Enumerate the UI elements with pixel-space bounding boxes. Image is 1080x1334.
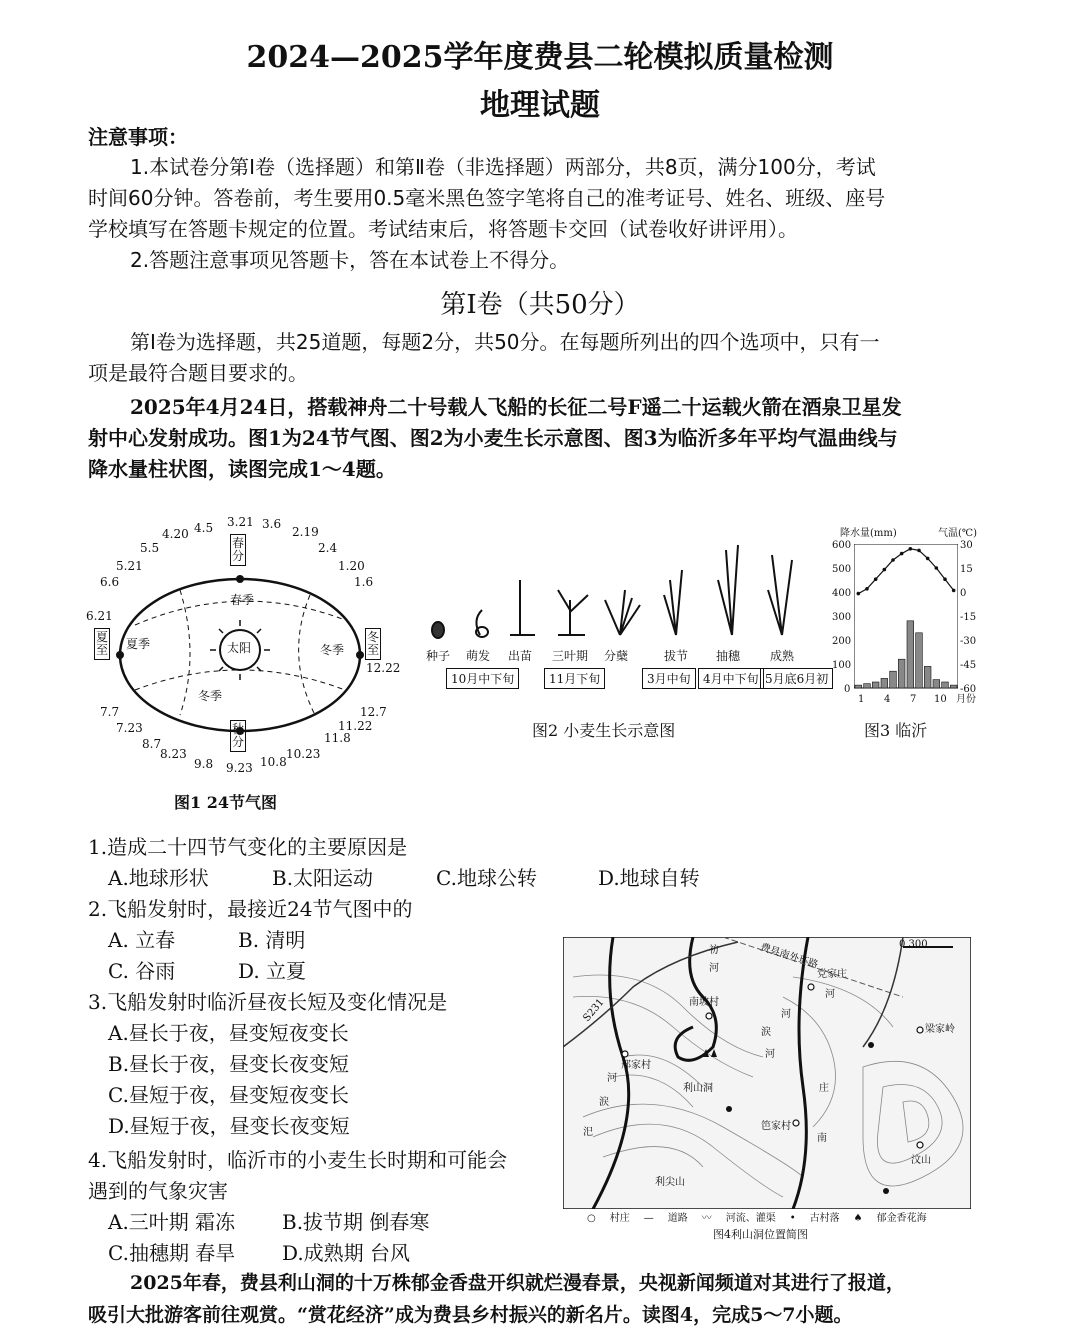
right-tick: -15	[960, 612, 977, 623]
term-name-boxed: 夏至	[94, 628, 110, 660]
term-date: 4.5	[194, 521, 214, 535]
q1-option-b: B.太阳运动	[272, 866, 374, 890]
river-char: 河	[709, 963, 719, 974]
map-legend	[587, 1213, 927, 1224]
right-tick: 0	[960, 588, 967, 599]
precip-bar	[855, 685, 862, 688]
legend-tulip: 郁金香花海	[876, 1213, 927, 1224]
term-date: 2.4	[318, 541, 338, 555]
stage-label: 分蘖	[604, 649, 629, 663]
precip-bar	[916, 633, 923, 688]
notice-heading: 注意事项：	[88, 125, 188, 149]
term-date: 7.7	[100, 705, 120, 719]
question-2: 2.飞船发射时，最接近24节气图中的	[88, 897, 413, 921]
q2-option-b: B. 清明	[238, 928, 306, 952]
q4-option-a: A.三叶期 霜冻	[108, 1210, 236, 1234]
term-date: 1.20	[338, 559, 365, 573]
stage-label: 萌发	[466, 649, 491, 663]
river-char: 河	[781, 1009, 791, 1020]
question-1: 1.造成二十四节气变化的主要原因是	[88, 835, 408, 859]
term-date: 6.6	[100, 575, 120, 589]
place-label: 南坡村	[689, 997, 719, 1008]
stage-label: 出苗	[508, 649, 533, 663]
x-tick: 4	[884, 694, 891, 705]
orbit-dot-summer	[116, 651, 124, 659]
legend-river-icon: 〰	[701, 1213, 712, 1224]
term-name-boxed: 秋分	[230, 720, 246, 752]
season-autumn: 冬季	[198, 689, 223, 703]
stage-label: 抽穗	[716, 649, 741, 663]
q4-option-b: B.拔节期 倒春寒	[282, 1210, 430, 1234]
left-tick: 600	[832, 540, 852, 551]
figure-3-climate-chart	[830, 528, 1000, 748]
q1-option-c: C.地球公转	[436, 866, 537, 890]
right-tick: 15	[960, 564, 973, 575]
legend-village-icon: ○	[587, 1213, 596, 1224]
left-tick: 400	[832, 588, 852, 599]
legend-village: 村庄	[609, 1213, 630, 1224]
stage-label: 种子	[426, 649, 451, 663]
passage1-line-3: 降水量柱状图，读图完成1～4题。	[88, 457, 396, 481]
passage1-line-1: 2025年4月24日，搭载神舟二十号载人飞船的长征二号F遥二十运载火箭在酒泉卫星发	[130, 395, 902, 419]
question-4-line-1: 4.飞船发射时，临沂市的小麦生长时期和可能会	[88, 1148, 508, 1172]
season-spring: 春季	[230, 593, 255, 607]
wheat-stages-drawing	[420, 540, 840, 640]
q3-option-b: B.昼长于夜，昼变长夜变短	[108, 1052, 350, 1076]
q2-option-d: D. 立夏	[238, 959, 307, 983]
temp-line	[858, 549, 953, 594]
term-name-boxed: 冬至	[365, 628, 381, 660]
notice-line-4: 2.答题注意事项见答题卡，答在本试卷上不得分。	[130, 248, 570, 272]
period-box: 10月中下旬	[446, 668, 519, 689]
season-winter: 冬季	[320, 643, 345, 657]
term-date: 6.21	[86, 609, 113, 623]
river-char: 祊	[709, 945, 719, 956]
term-date: 3.21	[227, 515, 254, 529]
term-date: 1.6	[354, 575, 374, 589]
stage-label: 三叶期	[552, 649, 589, 663]
term-date: 8.7	[142, 737, 162, 751]
period-box: 11月下旬	[544, 668, 605, 689]
exam-title: 2024—2025学年度费县二轮模拟质量检测	[246, 40, 834, 75]
term-date: 3.6	[262, 517, 282, 531]
river-char: 庄	[819, 1083, 829, 1094]
notice-line-1: 1.本试卷分第Ⅰ卷（选择题）和第Ⅱ卷（非选择题）两部分，共8页，满分100分，考试	[130, 155, 876, 179]
term-date: 10.23	[286, 747, 321, 761]
legend-road: 道路	[667, 1213, 688, 1224]
legend-ancient-village-icon: •	[789, 1213, 796, 1224]
figure-2-caption: 图2 小麦生长示意图	[532, 721, 676, 740]
term-date: 7.23	[116, 721, 143, 735]
term-date: 4.20	[162, 527, 189, 541]
q4-option-c: C.抽穗期 春旱	[108, 1241, 236, 1265]
precip-bar	[924, 666, 931, 688]
precip-bar	[933, 680, 940, 688]
legend-road-icon: —	[643, 1213, 654, 1224]
right-tick: -60	[960, 684, 977, 695]
place-label: 党家庄	[817, 969, 847, 980]
section-heading: 第Ⅰ卷（共50分）	[440, 290, 640, 320]
figure-3-caption: 图3 临沂	[864, 721, 928, 740]
right-axis-unit: 气温(℃)	[938, 528, 977, 539]
place-label: 利山洞	[683, 1083, 713, 1094]
q4-option-d: D.成熟期 台风	[282, 1241, 411, 1265]
legend-ancient-village: 古村落	[809, 1213, 840, 1224]
precip-bar	[898, 659, 905, 688]
river-char: 河	[825, 989, 835, 1000]
term-date: 11.8	[324, 731, 351, 745]
stage-label: 拔节	[664, 649, 689, 663]
section-intro-2: 项是最符合题目要求的。	[88, 361, 308, 385]
term-date: 5.5	[140, 541, 160, 555]
period-box: 4月中下旬	[698, 668, 764, 689]
figure-4-map	[563, 937, 971, 1245]
figure-4-caption: 图4利山洞位置简图	[713, 1228, 808, 1241]
exam-subtitle: 地理试题	[480, 88, 600, 123]
term-date: 12.22	[366, 661, 401, 675]
question-3: 3.飞船发射时临沂昼夜长短及变化情况是	[88, 990, 448, 1014]
orbit-dot-spring	[236, 575, 244, 583]
left-tick: 100	[832, 660, 852, 671]
period-box: 3月中旬	[642, 668, 696, 689]
precip-bar	[907, 621, 914, 688]
place-label: 利尖山	[655, 1177, 685, 1188]
term-date: 12.7	[360, 705, 387, 719]
dashed-divider-right	[299, 595, 315, 715]
river-char: 涙	[761, 1027, 771, 1038]
term-date: 5.21	[116, 559, 143, 573]
period-box: 5月底6月初	[760, 668, 833, 689]
route-label: S231	[581, 997, 607, 1024]
river-char: 涙	[599, 1097, 609, 1108]
term-date: 11.22	[338, 719, 373, 733]
place-label: 汶山	[911, 1155, 931, 1166]
q1-option-a: A.地球形状	[108, 866, 209, 890]
question-4-line-2: 遇到的气象灾害	[88, 1179, 228, 1203]
q3-option-d: D.昼短于夜，昼变长夜变短	[108, 1114, 350, 1138]
right-tick: -30	[960, 636, 977, 647]
q3-option-c: C.昼短于夜，昼变短夜变长	[108, 1083, 349, 1107]
term-date: 9.8	[194, 757, 214, 771]
river-char: 河	[607, 1073, 617, 1084]
map-drawing	[563, 937, 971, 1209]
legend-tulip-icon: ♠	[853, 1213, 863, 1224]
term-name-boxed: 春分	[230, 534, 246, 566]
notice-line-3: 学校填写在答题卡规定的位置。考试结束后，将答题卡交回（试卷收好讲评用）。	[88, 217, 798, 241]
precip-bar	[890, 671, 897, 688]
term-date: 9.23	[226, 761, 253, 775]
right-tick: 30	[960, 540, 973, 551]
term-date: 10.8	[260, 755, 287, 769]
left-tick: 200	[832, 636, 852, 647]
x-tick: 10	[934, 694, 947, 705]
x-axis-unit: 月份	[956, 694, 976, 705]
term-date: 8.23	[160, 747, 187, 761]
precip-bar	[881, 678, 888, 688]
q2-option-a: A. 立春	[108, 928, 176, 952]
precip-bar	[864, 684, 871, 688]
term-date: 2.19	[292, 525, 319, 539]
scale-label: 0 300	[899, 939, 928, 950]
left-tick: 500	[832, 564, 852, 575]
precip-bar	[872, 682, 879, 688]
x-tick: 7	[910, 694, 917, 705]
place-label: 梁家岭	[925, 1024, 955, 1035]
left-axis-unit: 降水量(mm)	[840, 528, 897, 539]
stage-label: 成熟	[770, 649, 795, 663]
x-tick: 1	[858, 694, 865, 705]
river-char: 汜	[583, 1127, 593, 1138]
road-label: 费县南外环路	[758, 941, 820, 972]
river-char: 河	[765, 1049, 775, 1060]
legend-river: 河流、灌渠	[725, 1213, 776, 1224]
figure-1-solar-terms	[80, 510, 420, 810]
season-summer: 夏季	[126, 637, 151, 651]
figure-2-wheat-growth	[420, 540, 840, 750]
place-label: 笆家村	[761, 1121, 791, 1132]
river-char: 南	[817, 1133, 827, 1144]
q1-option-d: D.地球自转	[598, 866, 700, 890]
precip-bar	[950, 685, 957, 688]
notice-line-2: 时间60分钟。答卷前，考生要用0.5毫米黑色签字笔将自己的准考证号、姓名、班级、座号	[88, 186, 886, 210]
left-tick: 300	[832, 612, 852, 623]
passage1-line-2: 射中心发射成功。图1为24节气图、图2为小麦生长示意图、图3为临沂多年平均气温曲线与	[88, 426, 898, 450]
place-label: 邢家村	[621, 1060, 651, 1071]
climate-plot	[854, 544, 958, 694]
section-intro-1: 第Ⅰ卷为选择题，共25道题，每题2分，共50分。在每题所列出的四个选项中，只有一	[130, 330, 880, 354]
passage2-line-1: 2025年春，费县利山洞的十万株郁金香盘开织就烂漫春景，央视新闻频道对其进行了报道，	[130, 1272, 905, 1294]
passage2-line-2: 吸引大批游客前往观赏。“赏花经济”成为费县乡村振兴的新名片。读图4，完成5～7小题。	[88, 1304, 853, 1326]
q3-option-a: A.昼长于夜，昼变短夜变长	[108, 1021, 349, 1045]
orbit-dot-winter	[356, 651, 364, 659]
precip-bar	[942, 682, 949, 688]
q2-option-c: C. 谷雨	[108, 959, 176, 983]
right-tick: -45	[960, 660, 977, 671]
sun-label: 太阳	[227, 641, 252, 655]
figure-1-caption: 图1 24节气图	[174, 793, 277, 812]
left-tick: 0	[844, 684, 851, 695]
